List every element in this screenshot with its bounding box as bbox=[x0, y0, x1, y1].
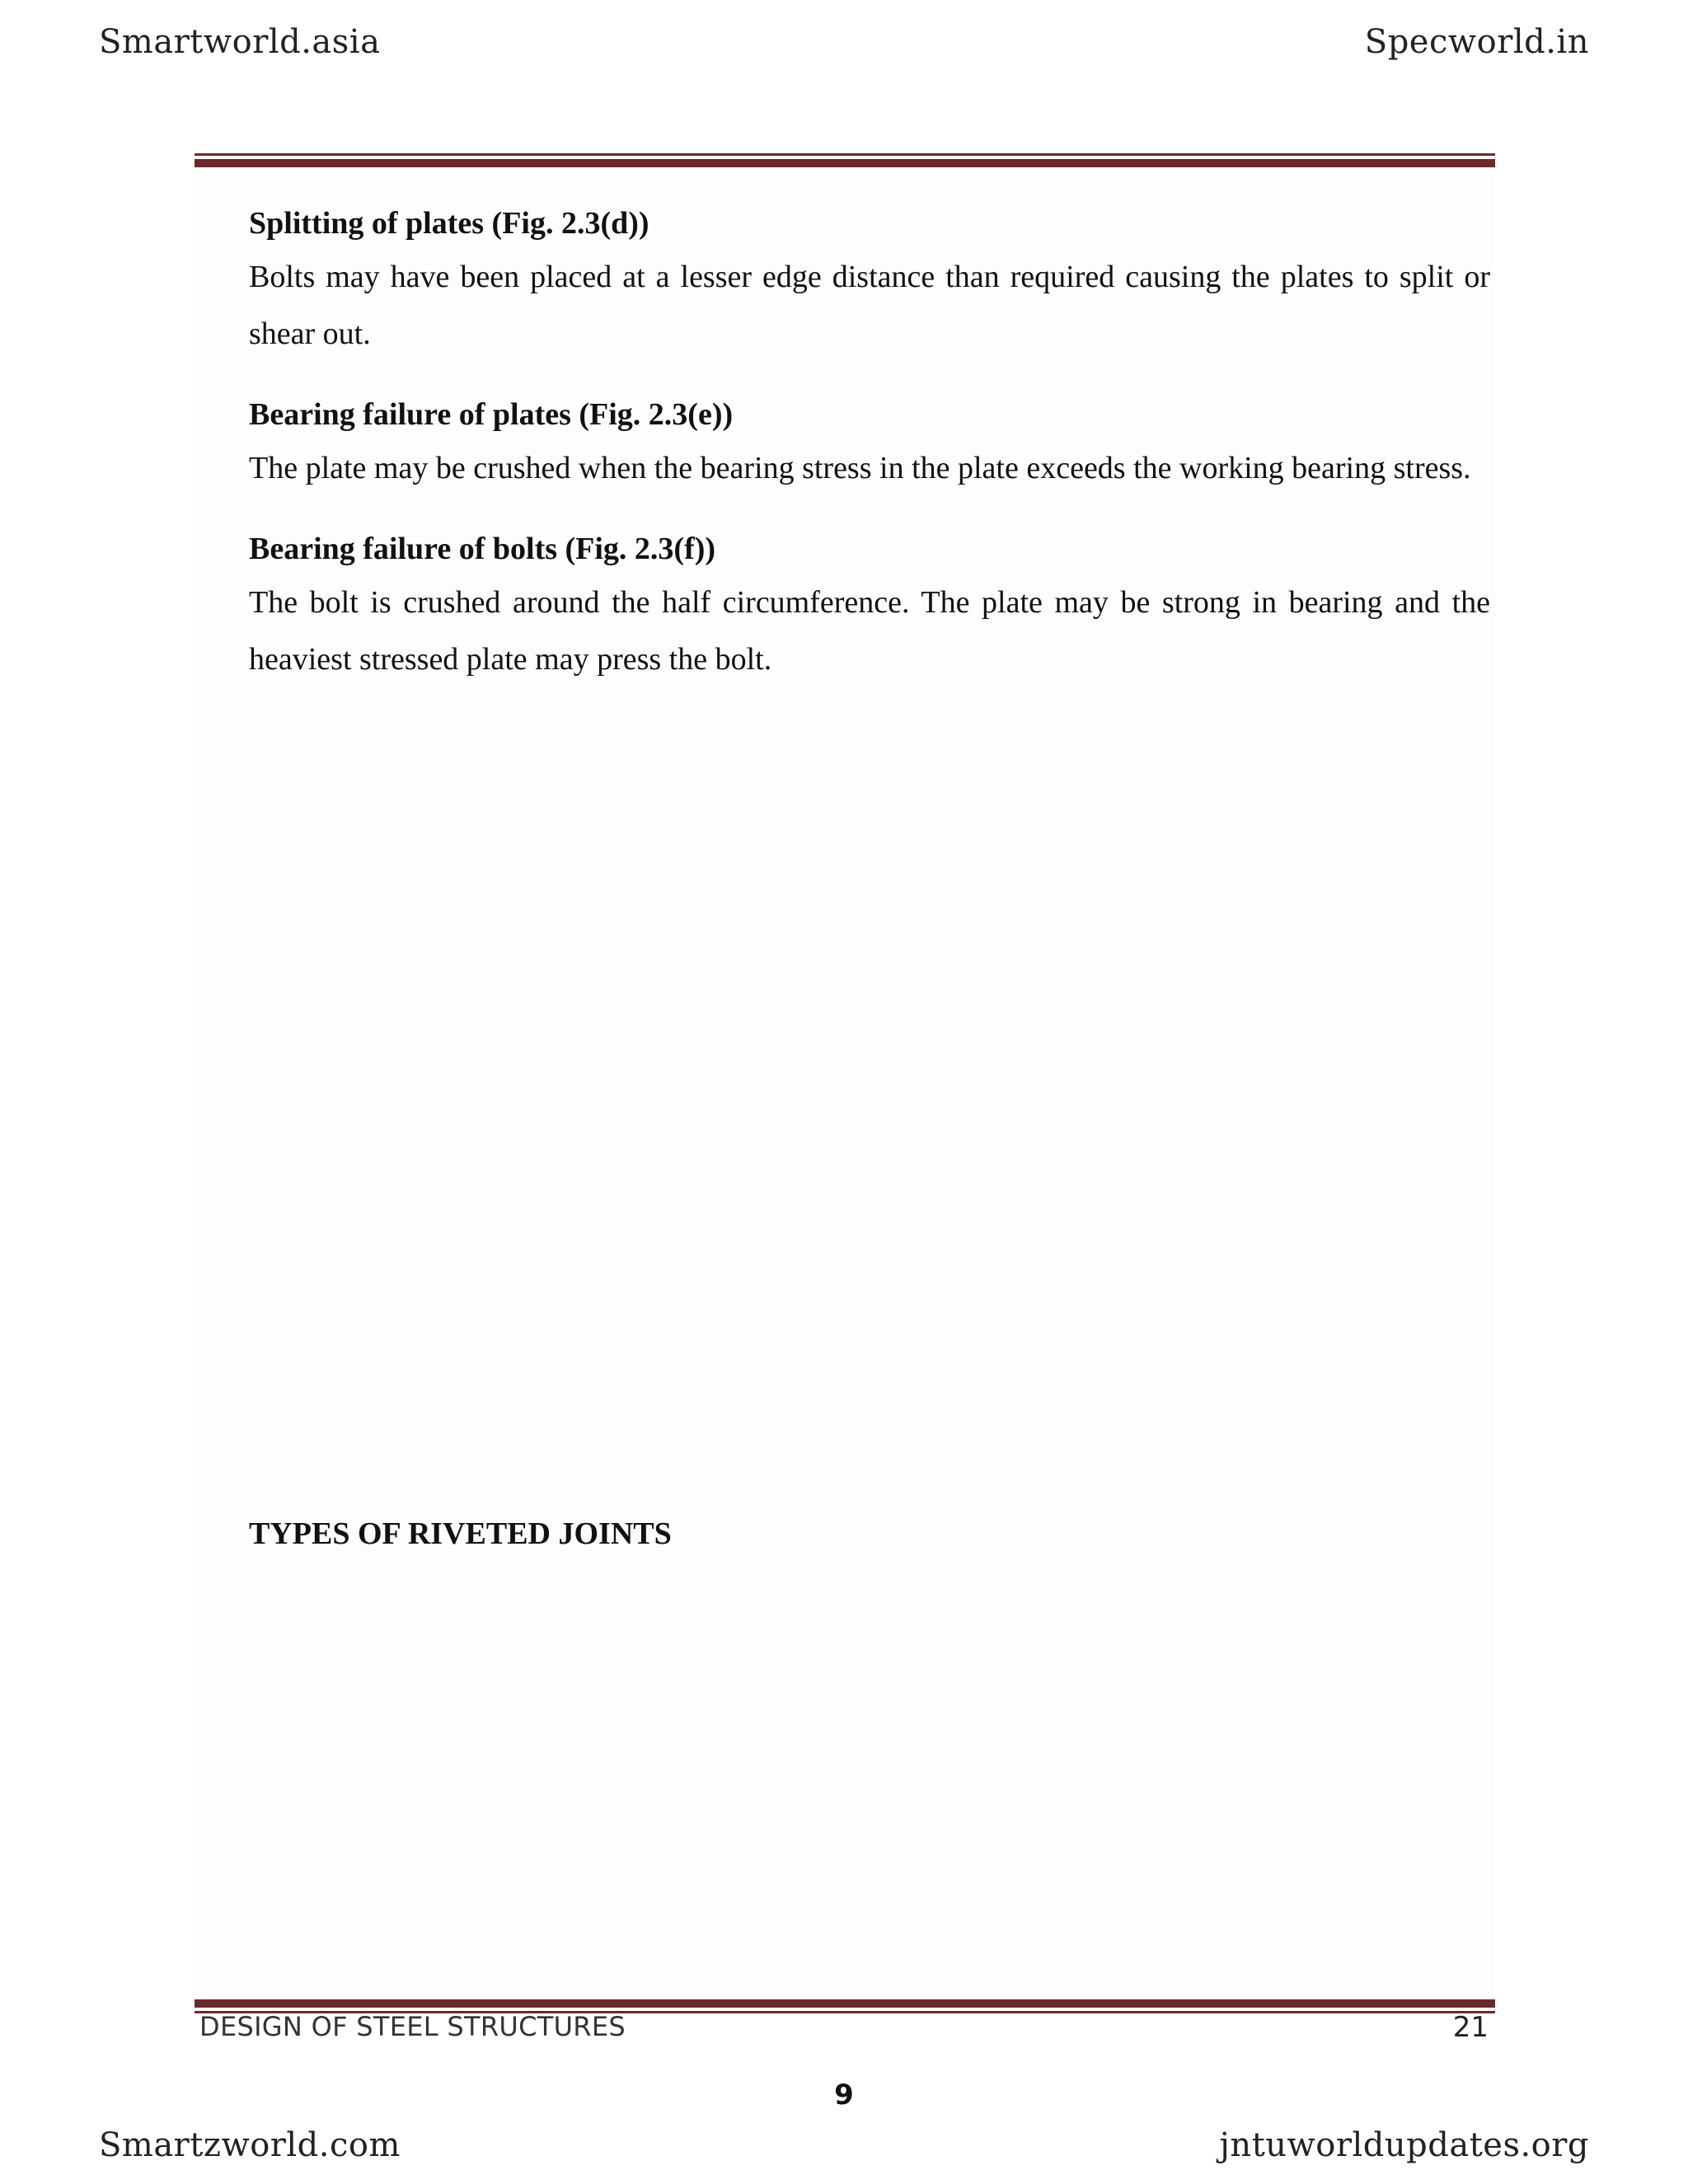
header-rule bbox=[195, 153, 1495, 167]
header-rule-thick-line bbox=[195, 159, 1495, 167]
watermark-top-right: Specworld.in bbox=[1364, 23, 1589, 61]
section-paragraph: The bolt is crushed around the half circumference. The plate may be strong in bearing and the heaviest stressed plate may press the bolt. bbox=[249, 585, 1490, 677]
footer-page-number: 21 bbox=[1452, 2011, 1489, 2044]
section-paragraph: The plate may be crushed when the bearing stress in the plate exceeds the working bearing stress. bbox=[249, 451, 1471, 485]
page-content bbox=[249, 198, 1490, 715]
watermark-bottom-right: jntuworldupdates.org bbox=[1219, 2126, 1589, 2164]
section-paragraph: Bolts may have been placed at a lesser edge distance than required causing the plates to split or shear out. bbox=[249, 260, 1490, 351]
section-heading: Splitting of plates (Fig. 2.3(d)) bbox=[249, 206, 649, 241]
watermark-bottom-left: Smartzworld.com bbox=[99, 2126, 401, 2164]
section-bearing-failure-of-bolts bbox=[249, 523, 1490, 688]
footer-book-title: DESIGN OF STEEL STRUCTURES bbox=[199, 2011, 626, 2042]
watermark-top-left: Smartworld.asia bbox=[99, 23, 381, 61]
section-heading: Bearing failure of bolts (Fig. 2.3(f)) bbox=[249, 532, 716, 566]
section-bearing-failure-of-plates bbox=[249, 389, 1490, 497]
types-of-riveted-joints-heading: TYPES OF RIVETED JOINTS bbox=[249, 1516, 672, 1551]
sheet-number: 9 bbox=[834, 2079, 854, 2111]
section-splitting-of-plates bbox=[249, 198, 1490, 363]
footer-rule-thick-line bbox=[195, 1999, 1495, 2008]
section-heading: Bearing failure of plates (Fig. 2.3(e)) bbox=[249, 397, 734, 432]
